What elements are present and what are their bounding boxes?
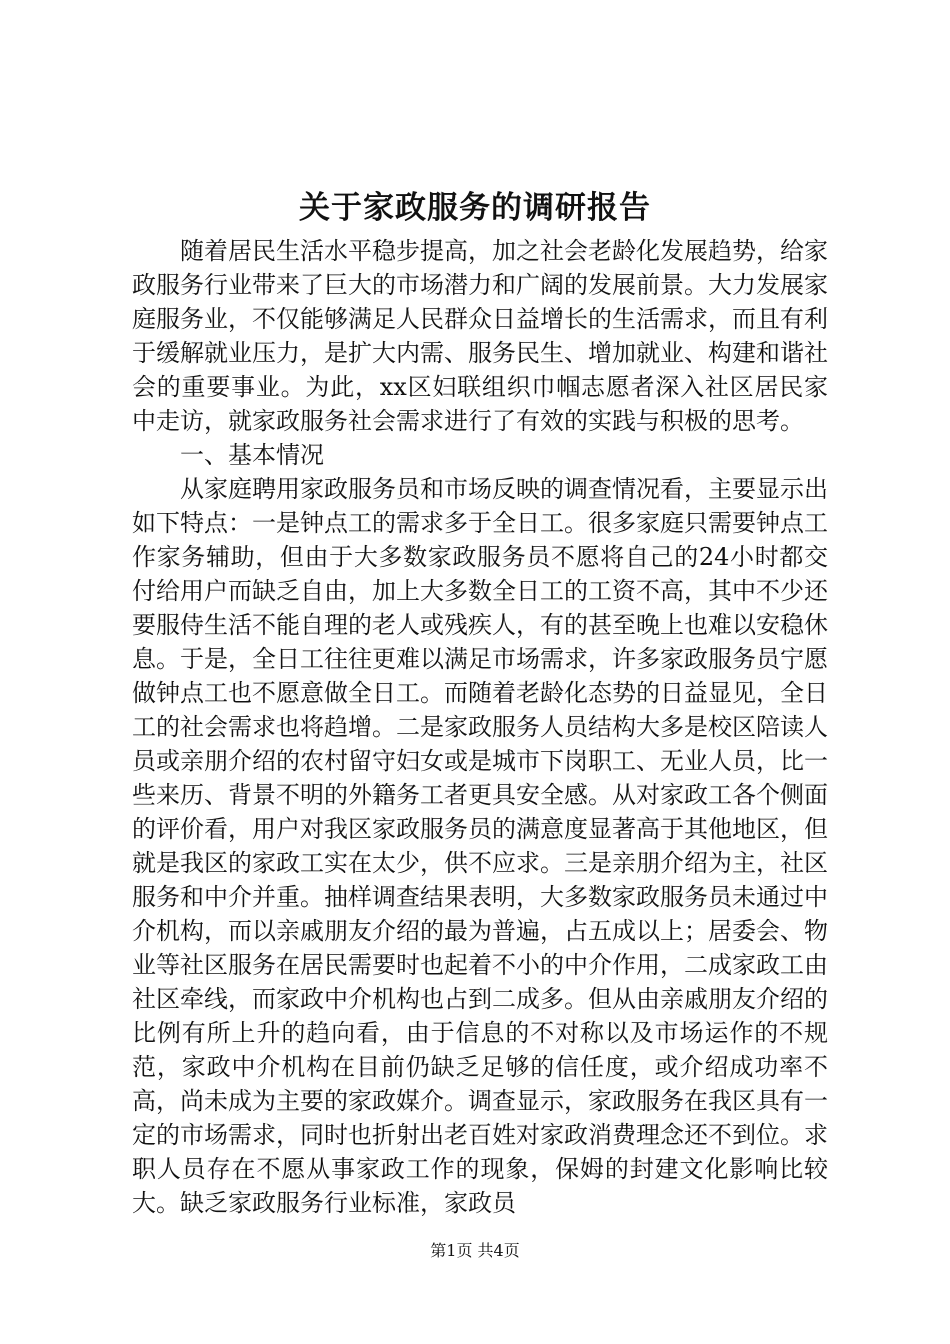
page-number-footer: 第1页 共4页: [430, 1241, 520, 1260]
section-heading-basic-situation: 一、基本情况: [180, 441, 324, 469]
findings-paragraph: 从家庭聘用家政服务员和市场反映的调查情况看，主要显示出如下特点：一是钟点工的需求多于全日工。很多家庭只需要钟点工作家务辅助，但由于大多数家政服务员不愿将自己的24小时都交付给用户而缺乏自由，加上大多数全日工的工资不高，其中不少还要服侍生活不能自理的老人或残疾人，有的甚至晚上也难以安稳休息。于是，全日工往往更难以满足市场需求，许多家政服务员宁愿做钟点工也不愿意做全日工。而随着老龄化态势的日益显见，全日工的社会需求也将趋增。二是家政服务人员结构大多是校区陪读人员或亲朋介绍的农村留守妇女或是城市下岗职工、无业人员，比一些来历、背景不明的外籍务工者更具安全感。从对家政工各个侧面的评价看，用户对我区家政服务员的满意度显著高于其他地区，但就是我区的家政工实在太少，供不应求。三是亲朋介绍为主，社区服务和中介并重。抽样调查结果表明，大多数家政服务员未通过中介机构，而以亲戚朋友介绍的最为普遍，占五成以上；居委会、物业等社区服务在居民需要时也起着不小的中介作用，二成家政工由社区牵线，而家政中介机构也占到二成多。但从由亲戚朋友介绍的比例有所上升的趋向看，由于信息的不对称以及市场运作的不规范，家政中介机构在目前仍缺乏足够的信任度，或介绍成功率不高，尚未成为主要的家政媒介。调查显示，家政服务在我区具有一定的市场需求，同时也折射出老百姓对家政消费理念还不到位。求职人员存在不愿从事家政工作的现象，保姆的封建文化影响比较大。缺乏家政服务行业标准，家政员: [132, 475, 828, 1217]
intro-paragraph: 随着居民生活水平稳步提高，加之社会老龄化发展趋势，给家政服务行业带来了巨大的市场潜力和广阔的发展前景。大力发展家庭服务业，不仅能够满足人民群众日益增长的生活需求，而且有利于缓解就业压力，是扩大内需、服务民生、增加就业、构建和谐社会的重要事业。为此，xx区妇联组织巾帼志愿者深入社区居民家中走访，就家政服务社会需求进行了有效的实践与积极的思考。: [132, 237, 828, 435]
document-title: 关于家政服务的调研报告: [299, 190, 651, 226]
document-body: [132, 234, 828, 1220]
